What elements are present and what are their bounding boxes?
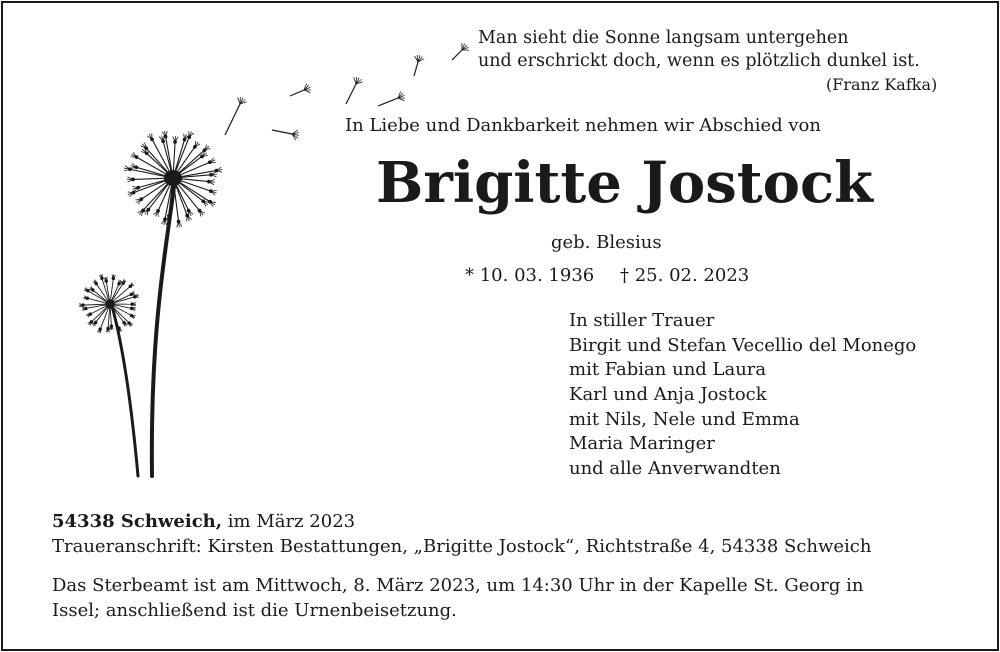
birth-date: * 10. 03. 1936 — [465, 265, 595, 286]
intro-text: In Liebe und Dankbarkeit nehmen wir Abschied von — [345, 115, 821, 136]
maiden-name: geb. Blesius — [551, 232, 662, 253]
quote-author: (Franz Kafka) — [826, 75, 938, 94]
service-line-1: Das Sterbeamt ist am Mittwoch, 8. März 2023, um 14:30 Uhr in der Kapelle St. Georg in — [52, 575, 864, 596]
mourner-line: In stiller Trauer — [569, 310, 715, 331]
mourner-line: und alle Anverwandten — [569, 458, 781, 479]
place-date — [52, 510, 355, 534]
service-line-2: Issel; anschließend ist die Urnenbeisetzung. — [52, 600, 457, 621]
mourner-line: Birgit und Stefan Vecellio del Monego — [569, 335, 917, 356]
deceased-name: Brigitte Jostock — [376, 150, 873, 216]
place-city: 54338 Schweich, — [52, 511, 223, 532]
quote-line-2: und erschrickt doch, wenn es plötzlich dunkel ist. — [478, 51, 920, 71]
mourner-line: Karl und Anja Jostock — [569, 384, 767, 405]
mourner-line: mit Fabian und Laura — [569, 359, 767, 380]
quote-line-1: Man sieht die Sonne langsam untergehen — [478, 28, 849, 48]
mourning-address: Traueranschrift: Kirsten Bestattungen, „Brigitte Jostock“, Richtstraße 4, 54338 Schweich — [52, 536, 872, 557]
death-date: † 25. 02. 2023 — [620, 265, 750, 286]
mourner-line: Maria Maringer — [569, 433, 715, 454]
dandelion-illustration — [60, 30, 480, 490]
place-month: im März 2023 — [222, 511, 356, 532]
mourner-line: mit Nils, Nele und Emma — [569, 409, 800, 430]
